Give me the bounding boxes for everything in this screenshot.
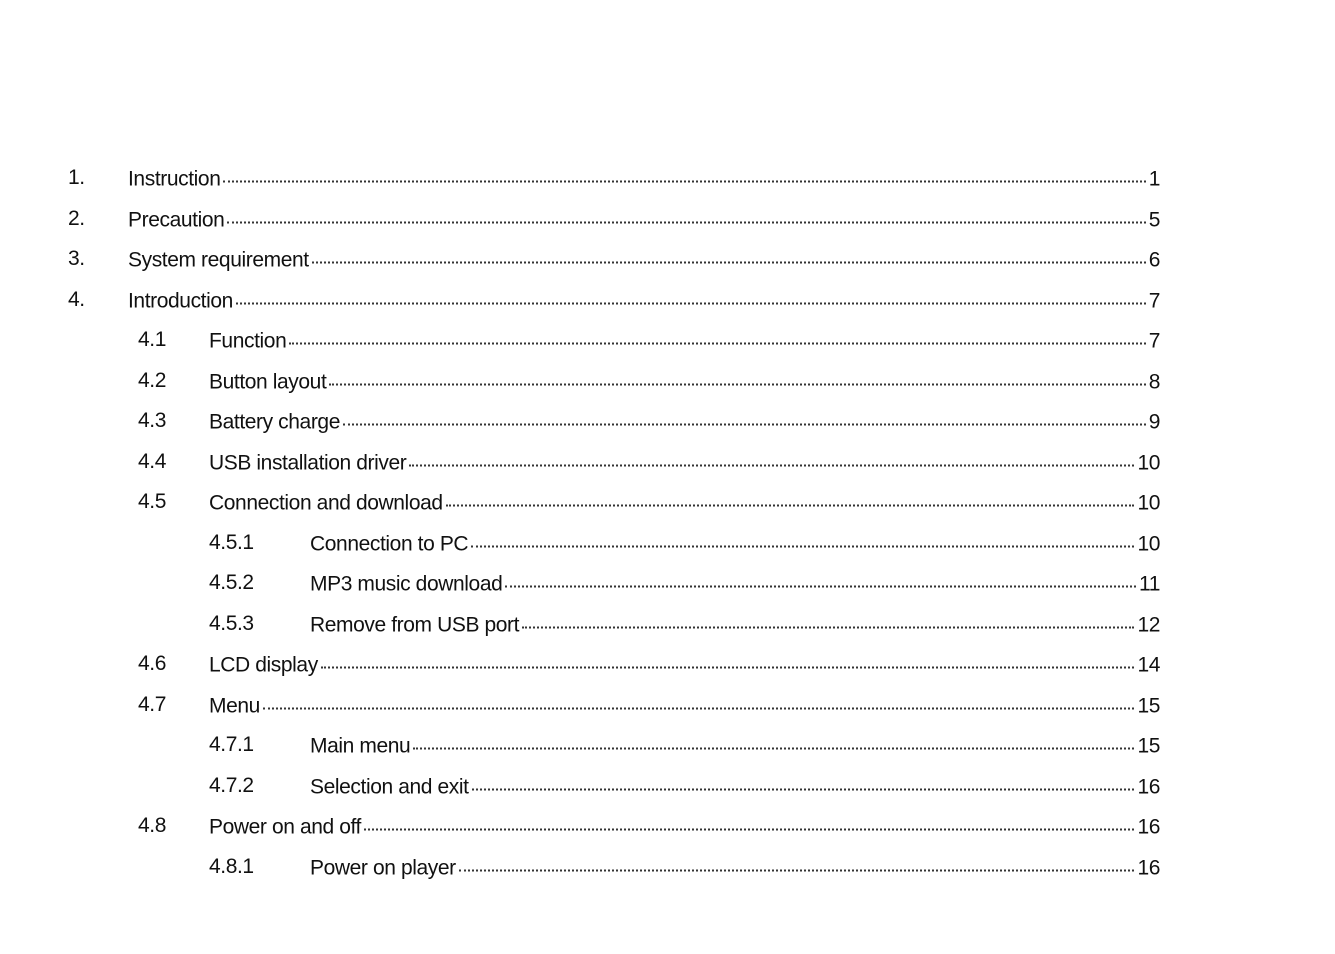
toc-entry[interactable] [0, 806, 1335, 847]
toc-entry-number: 4.2 [138, 368, 166, 392]
toc-entry-number: 4.3 [138, 409, 166, 433]
dot-leader [289, 327, 1145, 348]
toc-entry[interactable] [0, 847, 1335, 888]
toc-entry-page[interactable]: 12 [1137, 613, 1160, 637]
dot-leader [329, 367, 1145, 388]
toc-entry[interactable] [0, 199, 1335, 240]
toc-entry-page[interactable]: 7 [1148, 329, 1160, 353]
toc-entry-number: 4. [68, 287, 85, 311]
dot-leader [364, 813, 1134, 834]
toc-entry[interactable] [0, 239, 1335, 280]
dot-leader [446, 489, 1135, 510]
toc-entry-title[interactable]: Selection and exit [310, 775, 469, 799]
toc-entry-title[interactable]: Power on and off [209, 815, 361, 839]
toc-entry-number: 4.5.2 [209, 571, 254, 595]
toc-entry[interactable] [0, 158, 1335, 199]
table-of-contents [0, 158, 1335, 887]
toc-entry-number: 4.7 [138, 692, 166, 716]
toc-entry[interactable] [0, 563, 1335, 604]
toc-entry-number: 4.7.1 [209, 733, 254, 757]
toc-entry-title[interactable]: Remove from USB port [310, 613, 520, 637]
toc-entry-page[interactable]: 16 [1137, 856, 1160, 880]
toc-entry-page[interactable]: 9 [1148, 410, 1160, 434]
toc-entry-number: 4.8 [138, 814, 166, 838]
toc-entry[interactable] [0, 361, 1335, 402]
toc-entry-title[interactable]: MP3 music download [310, 572, 503, 596]
toc-entry-title[interactable]: Button layout [209, 370, 327, 394]
dot-leader [409, 448, 1134, 469]
toc-entry[interactable] [0, 401, 1335, 442]
toc-entry-title[interactable]: Menu [209, 694, 260, 718]
toc-entry-number: 4.7.2 [209, 773, 254, 797]
toc-entry-title[interactable]: Instruction [128, 167, 221, 191]
toc-entry-title[interactable]: Connection and download [209, 491, 443, 515]
dot-leader [522, 610, 1134, 631]
toc-entry-title[interactable]: Function [209, 329, 287, 353]
toc-entry-title[interactable]: LCD display [209, 653, 318, 677]
toc-entry-page[interactable]: 7 [1148, 289, 1160, 313]
dot-leader [236, 286, 1146, 307]
dot-leader [471, 529, 1134, 550]
toc-entry-page[interactable]: 15 [1137, 694, 1160, 718]
dot-leader [472, 772, 1135, 793]
dot-leader [312, 246, 1146, 267]
toc-entry-title[interactable]: Main menu [310, 734, 411, 758]
toc-entry-number: 3. [68, 247, 85, 271]
toc-entry-page[interactable]: 16 [1137, 815, 1160, 839]
toc-entry-page[interactable]: 15 [1137, 734, 1160, 758]
toc-entry-page[interactable]: 10 [1137, 532, 1160, 556]
toc-entry-title[interactable]: USB installation driver [209, 451, 407, 475]
dot-leader [413, 732, 1134, 753]
toc-entry[interactable] [0, 482, 1335, 523]
toc-entry[interactable] [0, 604, 1335, 645]
toc-entry-page[interactable]: 6 [1148, 248, 1160, 272]
toc-entry-number: 4.6 [138, 652, 166, 676]
toc-entry[interactable] [0, 685, 1335, 726]
toc-entry[interactable] [0, 644, 1335, 685]
toc-entry-number: 4.4 [138, 449, 166, 473]
toc-entry-title[interactable]: Power on player [310, 856, 456, 880]
toc-entry[interactable] [0, 280, 1335, 321]
toc-entry-title[interactable]: Connection to PC [310, 532, 469, 556]
toc-entry-page[interactable]: 8 [1148, 370, 1160, 394]
toc-entry-number: 4.8.1 [209, 854, 254, 878]
toc-entry-page[interactable]: 5 [1148, 208, 1160, 232]
toc-entry-number: 4.1 [138, 328, 166, 352]
toc-entry-title[interactable]: Precaution [128, 208, 225, 232]
toc-entry[interactable] [0, 442, 1335, 483]
dot-leader [343, 408, 1146, 429]
dot-leader [227, 205, 1145, 226]
dot-leader [321, 651, 1135, 672]
toc-entry-title[interactable]: System requirement [128, 248, 309, 272]
toc-entry-number: 1. [68, 166, 85, 190]
dot-leader [263, 691, 1135, 712]
toc-entry-page[interactable]: 10 [1137, 491, 1160, 515]
toc-entry-page[interactable]: 11 [1139, 572, 1160, 596]
toc-entry-number: 2. [68, 206, 85, 230]
dot-leader [459, 853, 1135, 874]
toc-entry-page[interactable]: 1 [1148, 167, 1160, 191]
toc-entry-title[interactable]: Battery charge [209, 410, 340, 434]
toc-entry-number: 4.5.3 [209, 611, 254, 635]
toc-entry-number: 4.5.1 [209, 530, 254, 554]
toc-entry[interactable] [0, 320, 1335, 361]
toc-entry-title[interactable]: Introduction [128, 289, 233, 313]
toc-entry-page[interactable]: 10 [1137, 451, 1160, 475]
toc-entry-number: 4.5 [138, 490, 166, 514]
toc-entry[interactable] [0, 523, 1335, 564]
dot-leader [223, 165, 1145, 186]
toc-entry[interactable] [0, 766, 1335, 807]
toc-entry[interactable] [0, 725, 1335, 766]
toc-entry-page[interactable]: 16 [1137, 775, 1160, 799]
dot-leader [505, 570, 1136, 591]
toc-entry-page[interactable]: 14 [1137, 653, 1160, 677]
